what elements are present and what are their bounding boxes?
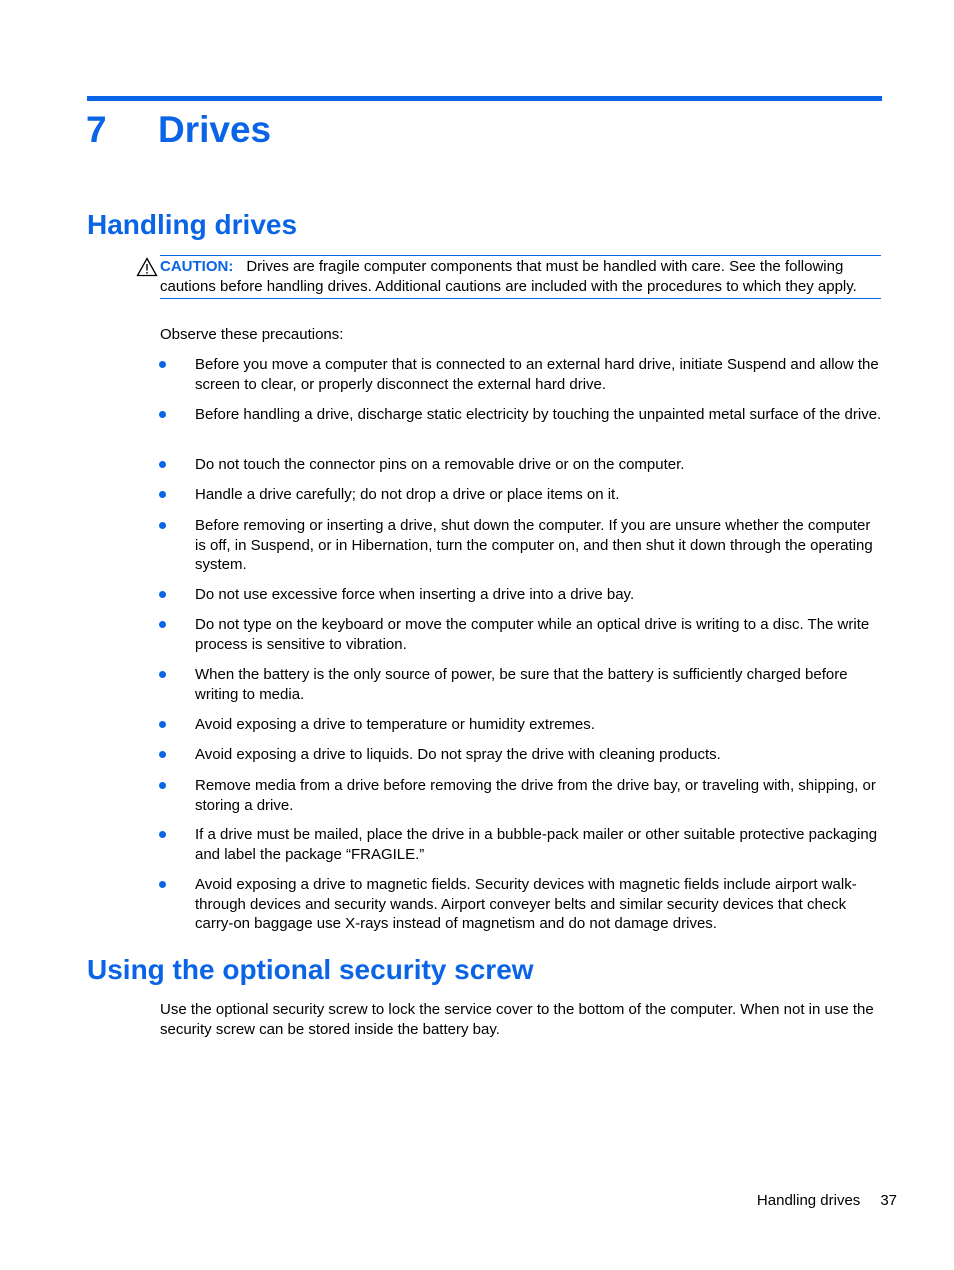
precautions-intro: Observe these precautions: xyxy=(160,326,344,343)
list-item-text: Before removing or inserting a drive, shut down the computer. If you are unsure whether the computer is off, in Suspend, or in Hibernation, turn the computer on, and then shut it down through the operating system. xyxy=(195,517,873,573)
section-title-handling-drives: Handling drives xyxy=(87,209,298,240)
list-item xyxy=(195,615,885,654)
list-item-text: Before handling a drive, discharge static electricity by touching the unpainted metal surface of the drive. xyxy=(195,406,882,423)
list-item xyxy=(195,776,885,815)
chapter-title-text: Drives xyxy=(158,109,272,150)
list-item xyxy=(195,715,885,735)
list-item xyxy=(195,355,885,394)
bullet-dot-icon xyxy=(159,411,166,418)
list-item-text: Avoid exposing a drive to magnetic fields. Security devices with magnetic fields include airport walk-through devices and security wands. Airport conveyer belts and similar security devices that check carry-on baggage use X-rays instead of magnetism and do not damage drives. xyxy=(195,876,857,932)
bullet-dot-icon xyxy=(159,671,166,678)
bullet-dot-icon xyxy=(159,782,166,789)
list-item-text: Handle a drive carefully; do not drop a drive or place items on it. xyxy=(195,486,620,503)
bullet-dot-icon xyxy=(159,751,166,758)
list-item xyxy=(195,405,885,425)
list-item-text: Do not type on the keyboard or move the computer while an optical drive is writing to a disc. The write process is sensitive to vibration. xyxy=(195,616,870,653)
footer-section-name: Handling drives xyxy=(756,1192,861,1209)
security-screw-body: Use the optional security screw to lock the service cover to the bottom of the computer. When not in use the security screw can be stored inside the battery bay. xyxy=(160,1001,874,1038)
chapter-title xyxy=(86,106,271,154)
list-item xyxy=(195,825,885,864)
bullet-dot-icon xyxy=(159,831,166,838)
page-footer xyxy=(757,1191,897,1211)
list-item xyxy=(195,485,885,505)
chapter-number: 7 xyxy=(86,109,107,150)
list-item-text: When the battery is the only source of power, be sure that the battery is sufficiently charged before writing to media. xyxy=(195,666,848,703)
list-item-text: Avoid exposing a drive to temperature or humidity extremes. xyxy=(195,716,595,733)
bullet-dot-icon xyxy=(159,721,166,728)
list-item xyxy=(195,585,885,605)
list-item xyxy=(195,516,885,575)
list-item-text: Avoid exposing a drive to liquids. Do not spray the drive with cleaning products. xyxy=(195,746,721,763)
bullet-dot-icon xyxy=(159,361,166,368)
bullet-dot-icon xyxy=(159,621,166,628)
list-item xyxy=(195,665,885,704)
list-item-text: Do not touch the connector pins on a removable drive or on the computer. xyxy=(195,456,685,473)
chapter-rule xyxy=(87,96,882,101)
section-title-security-screw: Using the optional security screw xyxy=(87,954,534,985)
bullet-dot-icon xyxy=(159,522,166,529)
list-item-text: Remove media from a drive before removing the drive from the drive bay, or traveling with, shipping, or storing a drive. xyxy=(195,777,876,814)
bullet-dot-icon xyxy=(159,491,166,498)
list-item-text: Before you move a computer that is connected to an external hard drive, initiate Suspend and allow the screen to clear, or properly disconnect the external hard drive. xyxy=(195,356,879,393)
list-item xyxy=(195,875,885,934)
bullet-dot-icon xyxy=(159,461,166,468)
list-item xyxy=(195,745,885,765)
caution-box xyxy=(160,255,881,299)
list-item-text: Do not use excessive force when inserting a drive into a drive bay. xyxy=(195,586,635,603)
list-item-text: If a drive must be mailed, place the drive in a bubble-pack mailer or other suitable protective packaging and label the package “FRAGILE.” xyxy=(195,826,878,863)
bullet-dot-icon xyxy=(159,881,166,888)
page-number: 37 xyxy=(880,1192,897,1209)
bullet-dot-icon xyxy=(159,591,166,598)
caution-label: CAUTION: xyxy=(160,258,234,275)
caution-text: Drives are fragile computer components that must be handled with care. See the following cautions before handling drives. Additional cautions are included with the procedures to which they apply. xyxy=(160,258,857,295)
warning-triangle-icon xyxy=(136,257,158,277)
list-item xyxy=(195,455,885,475)
